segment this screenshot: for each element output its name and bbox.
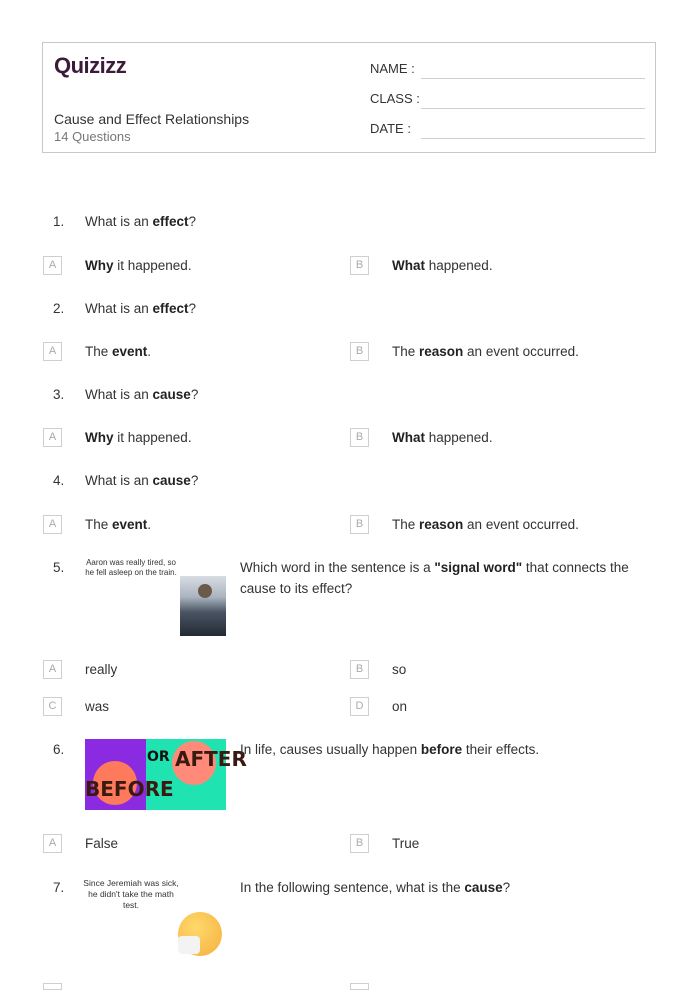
option-text[interactable]: What happened. xyxy=(392,430,493,445)
question-number: 4. xyxy=(53,473,65,488)
option-letter[interactable] xyxy=(350,983,369,990)
option-letter[interactable]: B xyxy=(350,342,369,361)
option-letter[interactable]: B xyxy=(350,256,369,275)
option-letter[interactable]: A xyxy=(43,256,62,275)
option-text[interactable]: Why it happened. xyxy=(85,430,192,445)
option-text[interactable]: Why it happened. xyxy=(85,258,192,273)
option-text[interactable]: The event. xyxy=(85,344,152,359)
question-text: Which word in the sentence is a "signal word" that connects the cause to its effect? xyxy=(240,560,629,596)
option-letter[interactable]: A xyxy=(43,342,62,361)
image-word-or: OR xyxy=(147,749,170,765)
class-label: CLASS : xyxy=(370,91,420,106)
name-label: NAME : xyxy=(370,61,415,76)
option-text[interactable]: on xyxy=(392,699,408,714)
option-text[interactable]: What happened. xyxy=(392,258,493,273)
image-caption: Aaron was really tired, so he fell asleep on the train. xyxy=(85,558,177,577)
question-number: 3. xyxy=(53,387,65,402)
option-text[interactable]: False xyxy=(85,836,119,851)
option-text[interactable]: so xyxy=(392,662,407,677)
question-number: 7. xyxy=(53,880,65,895)
question-text: What is an cause? xyxy=(85,387,199,402)
option-text[interactable]: The event. xyxy=(85,517,152,532)
option-letter[interactable]: C xyxy=(43,697,62,716)
option-letter[interactable]: A xyxy=(43,660,62,679)
option-letter[interactable]: B xyxy=(350,834,369,853)
before-or-after-image xyxy=(85,739,247,810)
option-letter[interactable]: A xyxy=(43,834,62,853)
option-letter[interactable]: B xyxy=(350,428,369,447)
image-word-after: AFTER xyxy=(175,747,247,771)
question-number: 6. xyxy=(53,742,65,757)
tissue-icon xyxy=(178,936,200,954)
worksheet-title: Cause and Effect Relationships xyxy=(54,111,250,127)
class-field[interactable] xyxy=(421,108,645,109)
option-text[interactable]: True xyxy=(392,836,420,851)
question-count: 14 Questions xyxy=(54,129,131,144)
option-letter[interactable] xyxy=(43,983,62,990)
question-image xyxy=(82,558,226,638)
option-letter[interactable]: B xyxy=(350,515,369,534)
question-text: What is an effect? xyxy=(85,301,197,316)
option-text[interactable]: The reason an event occurred. xyxy=(392,517,579,532)
option-text[interactable]: was xyxy=(85,699,110,714)
name-field[interactable] xyxy=(421,78,645,79)
image-caption: Since Jeremiah was sick, he didn't take the math test. xyxy=(83,878,179,910)
question-text: In the following sentence, what is the cause? xyxy=(240,880,511,895)
question-text: In life, causes usually happen before their effects. xyxy=(240,742,540,757)
date-field[interactable] xyxy=(421,138,645,139)
question-text: What is an effect? xyxy=(85,214,197,229)
date-label: DATE : xyxy=(370,121,411,136)
worksheet-header xyxy=(42,42,656,153)
option-letter[interactable]: D xyxy=(350,697,369,716)
option-letter[interactable]: A xyxy=(43,428,62,447)
question-text: What is an cause? xyxy=(85,473,199,488)
image-word-before: BEFORE xyxy=(85,777,174,801)
option-letter[interactable]: A xyxy=(43,515,62,534)
option-text[interactable]: really xyxy=(85,662,118,677)
option-text[interactable]: The reason an event occurred. xyxy=(392,344,579,359)
question-image xyxy=(82,878,226,960)
question-number: 2. xyxy=(53,301,65,316)
person-head xyxy=(198,584,212,598)
quizizz-logo: Quizizz xyxy=(54,53,127,78)
option-letter[interactable]: B xyxy=(350,660,369,679)
question-number: 1. xyxy=(53,214,65,229)
question-number: 5. xyxy=(53,560,65,575)
